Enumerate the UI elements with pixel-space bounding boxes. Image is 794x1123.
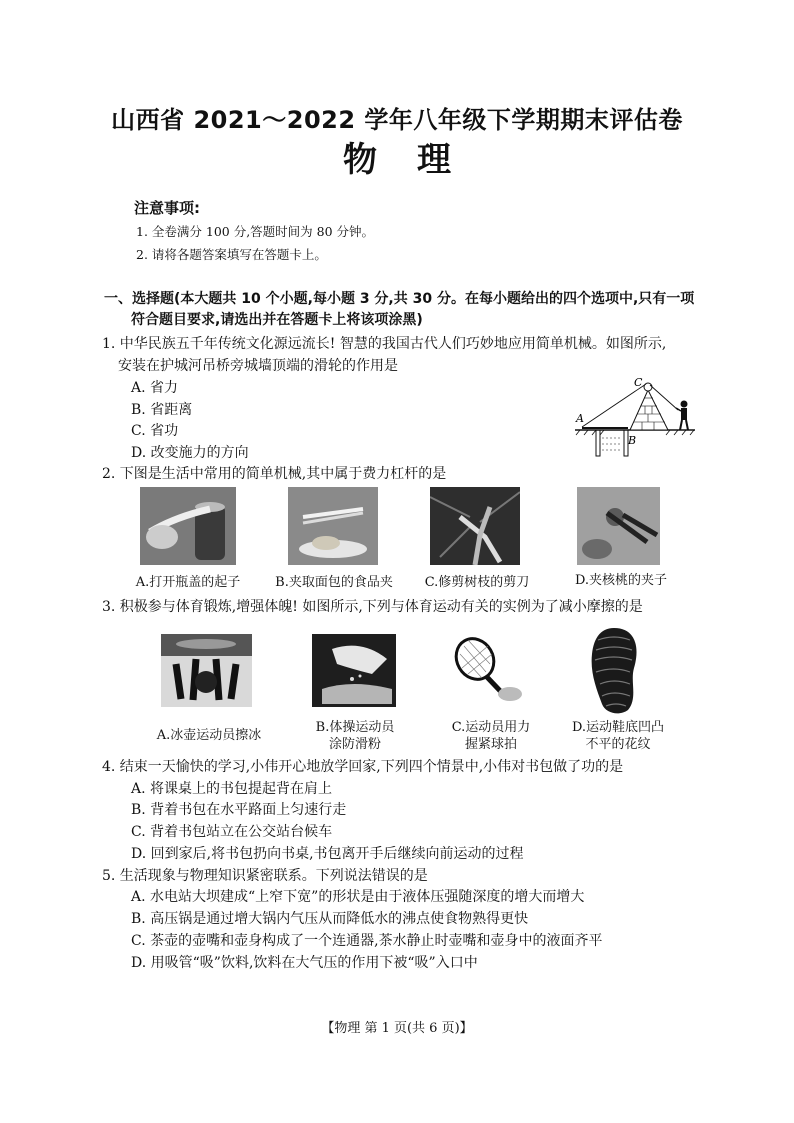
q2-caption-d: D.夹核桃的夹子	[574, 573, 668, 588]
sneaker-sole-photo	[584, 626, 644, 714]
q3-caption-c-line2: 握紧球拍	[464, 737, 517, 752]
q3-caption-d-line2: 不平的花纹	[585, 737, 651, 752]
pulley-drawbridge-figure	[570, 370, 700, 460]
question-2-stem: 2. 下图是生活中常用的简单机械,其中属于费力杠杆的是	[102, 466, 447, 482]
q4-option-b: B. 背着书包在水平路面上匀速行走	[131, 802, 347, 818]
subject-title: 物理	[343, 140, 491, 180]
q1-option-b: B. 省距离	[131, 402, 193, 418]
q4-option-c: C. 背着书包站立在公交站台候车	[131, 824, 333, 840]
page-footer: 【物理 第 1 页(共 6 页)】	[321, 1021, 473, 1036]
q3-caption-b-line1: B.体操运动员	[315, 720, 395, 735]
figure-label-b: B	[628, 434, 637, 447]
q3-caption-a: A.冰壶运动员擦冰	[156, 728, 262, 743]
nutcracker-photo	[577, 487, 660, 565]
q3-caption-d-line1: D.运动鞋底凹凸	[571, 720, 665, 735]
q5-option-c: C. 茶壶的壶嘴和壶身构成了一个连通器,茶水静止时壶嘴和壶身中的液面齐平	[131, 933, 603, 949]
notice-heading: 注意事项:	[134, 199, 200, 217]
section-heading-cont: 符合题目要求,请选出并在答题卡上将该项涂黑)	[131, 312, 423, 328]
q1-option-c: C. 省功	[131, 423, 179, 439]
q4-option-a: A. 将课桌上的书包提起背在肩上	[131, 781, 333, 797]
figure-label-a: A	[576, 412, 584, 425]
figure-label-c: C	[634, 376, 643, 389]
q4-option-d: D. 回到家后,将书包扔向书桌,书包离开手后继续向前运动的过程	[131, 846, 524, 862]
exam-title: 山西省 2021～2022 学年八年级下学期期末评估卷	[111, 106, 683, 134]
q5-option-a: A. 水电站大坝建成“上窄下宽”的形状是由于液体压强随深度的增大而增大	[131, 889, 585, 905]
notice-item: 1. 全卷满分 100 分,答题时间为 80 分钟。	[136, 224, 375, 239]
tennis-racket-photo	[450, 634, 524, 707]
q1-option-a: A. 省力	[131, 380, 179, 396]
curling-photo	[161, 634, 252, 707]
section-heading: 一、选择题(本大题共 10 个小题,每小题 3 分,共 30 分。在每小题给出的四个选项中,只有一项	[104, 291, 695, 307]
q5-option-d: D. 用吸管“吸”饮料,饮料在大气压的作用下被“吸”入口中	[131, 955, 478, 971]
q2-caption-b: B.夹取面包的食品夹	[275, 575, 393, 590]
gymnast-chalk-photo	[312, 634, 396, 707]
pruning-shears-photo	[430, 487, 520, 565]
q5-option-b: B. 高压锅是通过增大锅内气压从而降低水的沸点使食物熟得更快	[131, 911, 529, 927]
q1-option-d: D. 改变施力的方向	[131, 445, 249, 461]
question-1-stem: 1. 中华民族五千年传统文化源远流长! 智慧的我国古代人们巧妙地应用简单机械。如图所示,	[102, 336, 667, 352]
q3-caption-b-line2: 涂防滑粉	[328, 737, 381, 752]
bottle-opener-photo	[140, 487, 236, 565]
q3-caption-c-line1: C.运动员用力	[451, 720, 531, 735]
question-4-stem: 4. 结束一天愉快的学习,小伟开心地放学回家,下列四个情景中,小伟对书包做了功的是	[102, 759, 624, 775]
q2-caption-c: C.修剪树枝的剪刀	[424, 575, 530, 590]
notice-item: 2. 请将各题答案填写在答题卡上。	[136, 247, 327, 262]
question-5-stem: 5. 生活现象与物理知识紧密联系。下列说法错误的是	[102, 868, 428, 884]
question-3-stem: 3. 积极参与体育锻炼,增强体魄! 如图所示,下列与体育运动有关的实例为了减小摩擦的是	[102, 599, 643, 615]
question-1-stem-cont: 安装在护城河吊桥旁城墙顶端的滑轮的作用是	[118, 358, 398, 374]
food-tongs-photo	[288, 487, 378, 565]
q2-caption-a: A.打开瓶盖的起子	[135, 575, 241, 590]
